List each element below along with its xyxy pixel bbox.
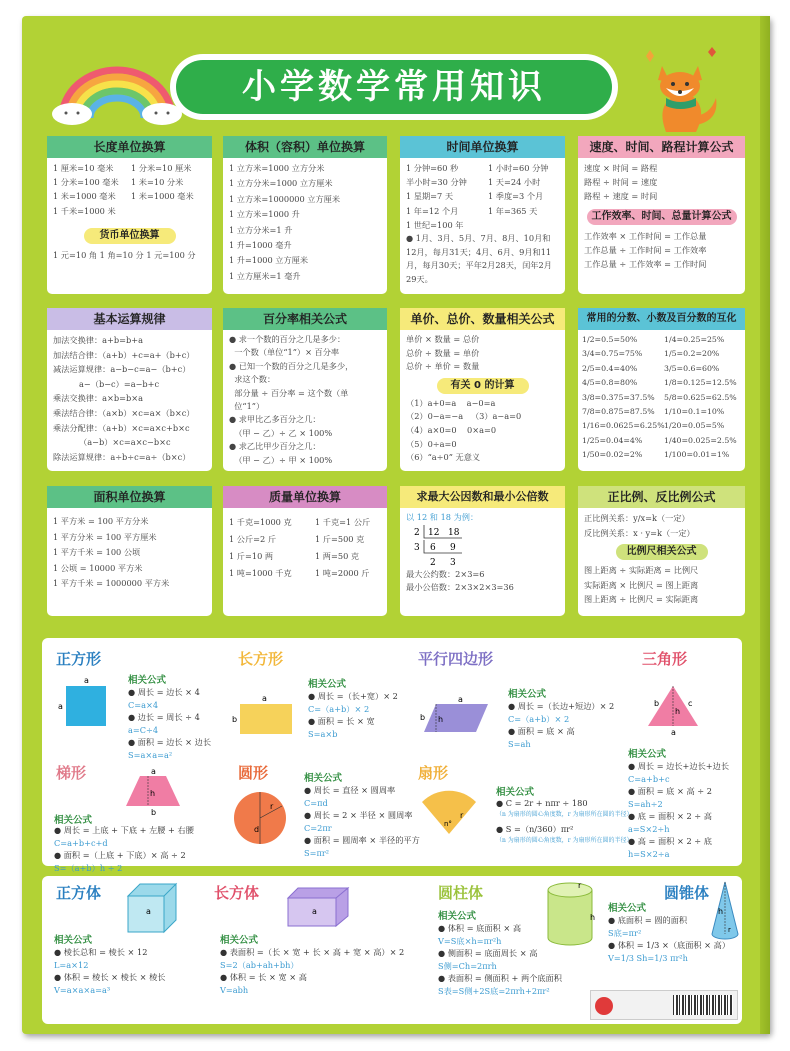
scale-subheading: 比例尺相关公式 — [616, 544, 708, 560]
rect-formula: ● 周长 =（长+宽）× 2 — [308, 691, 398, 701]
trap-label-a: a — [151, 767, 156, 776]
mass-heading: 质量单位换算 — [223, 486, 387, 508]
circle-formula: S=πr² — [304, 847, 330, 858]
trap-label-h: h — [150, 789, 156, 798]
time-cell: 1 世纪=100 年 — [406, 219, 464, 230]
publisher-logo-icon — [595, 997, 613, 1015]
length-card — [47, 136, 212, 294]
div-cell: 18 — [448, 528, 460, 538]
work-line: 工作效率 × 工作时间 = 工作总量 — [584, 230, 707, 241]
cube-formula: ● 棱长总和 = 棱长 × 12 — [54, 947, 148, 957]
para-label-h: h — [438, 715, 444, 724]
length-cell: 1 分米=100 毫米 — [53, 177, 119, 188]
trapezoid-title: 梯形 — [56, 764, 87, 782]
rect-formula: ● 面积 = 长 × 宽 — [308, 716, 375, 726]
cuboid-label-a: a — [312, 907, 317, 916]
volume-line: 1 升=1000 立方厘米 — [229, 255, 309, 266]
circle-formula: ● 周长 = 直径 × 圆周率 — [304, 785, 396, 795]
area-line: 1 公顷 = 10000 平方米 — [53, 562, 143, 573]
length-cell: 1 厘米=10 毫米 — [53, 163, 114, 173]
para-formula: ● 面积 = 底 × 高 — [508, 726, 575, 736]
square-formula: S=a×a=a² — [128, 749, 173, 760]
rectangle-title: 长方形 — [238, 650, 284, 668]
basic-line: 除法运算规律：a÷b÷c=a÷（b×c） — [53, 451, 191, 462]
square-formula-title: 相关公式 — [128, 675, 167, 686]
mass-cell: 1 吨=2000 斤 — [315, 568, 370, 578]
mass-cell: 1 斤=10 两 — [229, 551, 274, 561]
cone-formula: S底=πr² — [608, 927, 642, 938]
cube-formula: V=a×a×a=a³ — [54, 984, 111, 995]
sector-title: 扇形 — [418, 764, 449, 782]
rainbow-icon — [52, 58, 182, 124]
poster-title-banner — [170, 54, 618, 120]
length-cell: 1 米=1000 毫米 — [131, 191, 194, 202]
zero-line: （2）0−a=−a （3）a−a=0 — [406, 411, 522, 422]
gcd-example: 以 12 和 18 为例： — [406, 512, 479, 522]
work-subheading: 工作效率、时间、总量计算公式 — [587, 209, 737, 225]
volume-line: 1 立方米=1000 立方分米 — [229, 163, 325, 173]
percent-line: （甲 − 乙）÷ 乙 × 100% — [229, 427, 333, 438]
cyl-formula: ● 表面积 = 侧面积 + 两个底面积 — [438, 973, 562, 983]
basic-card — [47, 308, 212, 471]
basic-line: 减法运算规律：a−b−c=a−（b+c） — [53, 364, 191, 375]
div-cell: 3 — [450, 558, 456, 568]
length-cell: 1 米=10 分米 — [131, 177, 184, 188]
rect-formula: C=（a+b）× 2 — [308, 703, 370, 714]
div-cell: 12 — [428, 528, 440, 538]
fraction-cell: 1/20=0.05=5% — [664, 421, 725, 431]
square-formula: a=C÷4 — [128, 724, 159, 735]
percent-line: ● 求甲比乙多百分之几： — [229, 414, 321, 425]
tri-formula: C=a+b+c — [628, 773, 670, 784]
length-cell: 1 千米=1000 米 — [53, 205, 116, 216]
cone-label-h: h — [718, 907, 724, 916]
ratio-heading: 正比例、反比例公式 — [578, 486, 745, 508]
sector-formula: ● C = 2r + nπr ÷ 180 — [496, 798, 588, 808]
length-cell: 1 米=1000 毫米 — [53, 191, 116, 202]
fraction-cell: 1/25=0.04=4% — [582, 435, 643, 445]
fraction-cell: 1/5=0.2=20% — [664, 349, 720, 359]
circle-formula: C=πd — [304, 797, 328, 808]
ratio-card — [578, 486, 745, 616]
speed-line: 速度 × 时间 = 路程 — [584, 163, 658, 173]
fraction-cell: 1/4=0.25=25% — [664, 335, 725, 344]
square-title: 正方形 — [56, 650, 102, 668]
solids-panel — [42, 876, 742, 1024]
cuboid-formula: ● 表面积 =（长 × 宽 + 长 × 高 + 宽 × 高）× 2 — [220, 947, 405, 957]
circle-formula: ● 周长 = 2 × 半径 × 圆周率 — [304, 810, 413, 820]
fraction-cell: 2/5=0.4=40% — [582, 363, 638, 373]
zero-line: （4）a×0=0 0×a=0 — [406, 424, 497, 435]
fraction-cell: 1/8=0.125=12.5% — [664, 378, 737, 388]
tri-formula: h=S×2÷a — [628, 848, 670, 859]
div-cell: 2 — [414, 528, 420, 538]
cuboid-formula: S=2（ab+ah+bh） — [220, 959, 299, 970]
sector-figure — [416, 788, 482, 838]
speed-line: 路程 ÷ 时间 = 速度 — [584, 177, 658, 188]
area-card — [47, 486, 212, 616]
square-figure — [56, 676, 116, 736]
length-heading: 长度单位换算 — [47, 136, 212, 158]
tri-formula: ● 面积 = 底 × 高 ÷ 2 — [628, 786, 712, 796]
fraction-cell: 1/100=0.01=1% — [664, 450, 730, 460]
cone-formula: ● 底面积 = 圆的面积 — [608, 915, 688, 925]
time-cell: 半小时=30 分钟 — [406, 177, 467, 188]
poster — [22, 16, 770, 1034]
basic-line: 乘法分配律：（a+b）×c=a×c+b×c — [53, 422, 190, 433]
sector-note: （n 为扇形的圆心角度数，r 为扇形所在圆的半径） — [496, 811, 633, 818]
fox-icon — [636, 46, 726, 136]
cube-label-a: a — [146, 907, 151, 916]
ratio-line: 正比例关系：y/x=k（一定） — [584, 513, 690, 523]
square-label-a: a — [58, 702, 63, 711]
trapezoid-formula-title: 相关公式 — [54, 815, 93, 826]
scale-line: 图上距离 ÷ 比例尺 = 实际距离 — [584, 594, 699, 604]
mass-cell: 1 公斤=2 斤 — [229, 534, 277, 544]
percent-line: ● 求一个数的百分之几是多少： — [229, 334, 346, 344]
cube-figure — [122, 880, 182, 936]
circle-figure — [230, 788, 290, 848]
parallelogram-title: 平行四边形 — [418, 650, 494, 668]
speed-card — [578, 136, 745, 294]
basic-line: 加法交换律：a+b=b+a — [53, 335, 143, 345]
para-label-b: b — [420, 713, 426, 722]
price-line: 总价 ÷ 数量 = 单价 — [406, 347, 480, 358]
time-cell: 1 年=12 个月 — [406, 205, 459, 216]
fraction-cell: 7/8=0.875=87.5% — [582, 407, 655, 417]
area-heading: 面积单位换算 — [47, 486, 212, 508]
volume-card — [223, 136, 387, 294]
scale-line: 实际距离 × 比例尺 = 图上距离 — [584, 579, 699, 590]
fraction-cell: 1/2=0.5=50% — [582, 335, 638, 344]
cuboid-formula: ● 体积 = 长 × 宽 × 高 — [220, 972, 307, 982]
mass-cell: 1 两=50 克 — [315, 551, 360, 561]
area-line: 1 平方米 = 100 平方分米 — [53, 516, 149, 526]
rectangle-formula-title: 相关公式 — [308, 679, 347, 690]
sector-note: （n 为扇形的圆心角度数，r 为扇形所在圆的半径） — [496, 837, 633, 844]
speed-line: 路程 ÷ 速度 = 时间 — [584, 191, 658, 202]
volume-line: 1 立方分米=1 升 — [229, 224, 293, 235]
fraction-card — [578, 308, 745, 471]
time-cell: 1 天=24 小时 — [488, 177, 541, 188]
percent-card — [223, 308, 387, 471]
para-formula: S=ah — [508, 738, 531, 749]
div-cell: 2 — [430, 558, 436, 568]
price-line: 总价 ÷ 单价 = 数量 — [406, 361, 480, 372]
tri-formula: ● 高 = 面积 × 2 ÷ 底 — [628, 836, 712, 846]
scale-line: 图上距离 ÷ 实际距离 = 比例尺 — [584, 565, 699, 575]
area-line: 1 平方分米 = 100 平方厘米 — [53, 531, 157, 542]
basic-line: a−（b−c）=a−b+c — [53, 378, 160, 389]
cyl-formula: S侧=Ch=2πrh — [438, 960, 497, 971]
gcd-heading: 求最大公因数和最小公倍数 — [400, 486, 565, 508]
trapezoid-figure — [118, 766, 188, 816]
fraction-heading: 常用的分数、小数及百分数的互化 — [578, 308, 745, 330]
fraction-cell: 1/10=0.1=10% — [664, 407, 725, 417]
cuboid-title: 长方体 — [214, 884, 260, 902]
rect-label-a: a — [262, 694, 267, 703]
cone-formula: V=1/3 Sh=1/3 πr²h — [608, 952, 688, 963]
sector-formula: ● S =（n/360）πr² — [496, 824, 574, 834]
tri-formula: ● 周长 = 边长+边长+边长 — [628, 761, 730, 771]
cyl-formula: S表=S侧+2S底=2πrh+2πr² — [438, 985, 550, 996]
mass-cell: 1 吨=1000 千克 — [229, 568, 292, 578]
volume-line: 1 立方厘米=1 毫升 — [229, 270, 301, 281]
parallelogram-formula-title: 相关公式 — [508, 689, 547, 700]
percent-line: 部分量 ÷ 百分率 = 这个数（单 — [229, 387, 349, 398]
cyl-label-h: h — [590, 913, 596, 922]
volume-line: 1 立方米=1000 升 — [229, 209, 300, 220]
triangle-title: 三角形 — [642, 650, 688, 668]
fraction-cell: 4/5=0.8=80% — [582, 378, 638, 388]
tri-label-h: h — [675, 707, 681, 716]
cube-formula: ● 体积 = 棱长 × 棱长 × 棱长 — [54, 972, 166, 982]
sector-formula-title: 相关公式 — [496, 787, 535, 798]
lcm-result: 最小公倍数：2×3×2×3=36 — [406, 582, 514, 592]
mass-card — [223, 486, 387, 616]
circle-title: 圆形 — [238, 764, 269, 782]
square-formula: ● 面积 = 边长 × 边长 — [128, 737, 212, 747]
volume-line: 1 立方分米=1000 立方厘米 — [229, 178, 333, 189]
volume-line: 1 立方米=1000000 立方厘米 — [229, 193, 341, 204]
basic-heading: 基本运算规律 — [47, 308, 212, 330]
circle-label-r: r — [270, 802, 274, 811]
cuboid-formula: V=abh — [220, 984, 249, 995]
tri-label-a: a — [671, 728, 676, 737]
trap-formula: S=（a+b）h ÷ 2 — [54, 862, 123, 873]
mass-cell: 1 斤=500 克 — [315, 534, 365, 544]
percent-line: ● 已知一个数的百分之几是多少， — [229, 360, 354, 371]
sector-label-r: r — [460, 811, 464, 820]
tri-formula: a=S×2÷h — [628, 823, 670, 834]
work-line: 工作总量 ÷ 工作时间 = 工作效率 — [584, 244, 707, 255]
circle-formula-title: 相关公式 — [304, 773, 343, 784]
cuboid-formula-title: 相关公式 — [220, 935, 259, 946]
time-cell: 1 季度=3 个月 — [488, 191, 544, 202]
percent-line: ● 求乙比甲少百分之几： — [229, 441, 321, 452]
circle-formula: C=2πr — [304, 822, 332, 833]
div-cell: 3 — [414, 543, 420, 553]
plane-shapes-panel — [42, 638, 742, 873]
cone-formula-title: 相关公式 — [608, 903, 647, 914]
square-formula: C=a×4 — [128, 699, 159, 710]
time-heading: 时间单位换算 — [400, 136, 565, 158]
time-month-note: ● 1月、3月、5月、7月、8月、10月和12月，每月31天；4月、6月、9月和11月，每月30天；平年2月28天，闰年2月29天。 — [406, 233, 552, 284]
rect-label-b: b — [232, 715, 238, 724]
fraction-cell: 3/5=0.6=60% — [664, 363, 720, 373]
cyl-formula: V=S底×h=πr²h — [438, 935, 502, 946]
tri-label-c: c — [688, 699, 693, 708]
publisher-label — [590, 990, 738, 1020]
volume-heading: 体积（容积）单位换算 — [223, 136, 387, 158]
basic-line: 加法结合律：（a+b）+c=a+（b+c） — [53, 349, 195, 360]
percent-line: 位“1”） — [229, 401, 265, 412]
price-card — [400, 308, 565, 471]
gcd-card — [400, 486, 565, 616]
parallelogram-figure — [418, 694, 494, 738]
cone-label-r: r — [728, 926, 731, 934]
area-line: 1 平方千米 = 1000000 平方米 — [53, 578, 170, 588]
area-line: 1 平方千米 = 100 公顷 — [53, 547, 141, 557]
basic-line: 乘法结合律：（a×b）×c=a×（b×c） — [53, 407, 195, 418]
percent-line: 求这个数： — [229, 374, 276, 385]
triangle-formula-title: 相关公式 — [628, 749, 667, 760]
rect-formula: S=a×b — [308, 728, 338, 739]
work-line: 工作总量 ÷ 工作效率 = 工作时间 — [584, 259, 707, 270]
percent-line: （甲 − 乙）÷ 甲 × 100% — [229, 454, 333, 465]
para-label-a: a — [458, 695, 463, 704]
square-formula: ● 周长 = 边长 × 4 — [128, 687, 200, 697]
percent-heading: 百分率相关公式 — [223, 308, 387, 330]
money-line: 1 元=10 角 1 角=10 分 1 元=100 分 — [53, 249, 196, 260]
fraction-cell: 5/8=0.625=62.5% — [664, 392, 737, 402]
poster-title: 小学数学常用知识 — [176, 60, 612, 114]
triangle-figure — [640, 680, 706, 736]
tri-formula: ● 底 = 面积 × 2 ÷ 高 — [628, 811, 712, 821]
cyl-formula: ● 体积 = 底面积 × 高 — [438, 923, 522, 933]
ratio-line: 反比例关系：x · y=k（一定） — [584, 527, 695, 538]
fraction-cell: 3/4=0.75=75% — [582, 349, 643, 359]
cylinder-formula-title: 相关公式 — [438, 911, 477, 922]
trap-formula: ● 面积 =（上底 + 下底）× 高 ÷ 2 — [54, 850, 186, 860]
time-cell: 1 分钟=60 秒 — [406, 163, 459, 173]
price-line: 单价 × 数量 = 总价 — [406, 334, 480, 344]
fraction-cell: 1/16=0.0625=6.25% — [582, 421, 665, 431]
para-formula: ● 周长 =（长边+短边）× 2 — [508, 701, 615, 711]
zero-subheading: 有关 0 的计算 — [437, 378, 529, 394]
money-subheading: 货币单位换算 — [84, 228, 176, 244]
fraction-cell: 1/40=0.025=2.5% — [664, 435, 737, 445]
mass-cell: 1 千克=1000 克 — [229, 517, 292, 527]
mass-cell: 1 千克=1 公斤 — [315, 517, 371, 527]
speed-heading: 速度、时间、路程计算公式 — [578, 136, 745, 158]
cube-formula-title: 相关公式 — [54, 935, 93, 946]
cone-formula: ● 体积 = 1/3 ×（底面积 × 高） — [608, 940, 731, 950]
tri-label-b: b — [654, 699, 660, 708]
zero-line: （1）a+0=a a−0=a — [406, 397, 496, 408]
div-cell: 9 — [450, 543, 456, 553]
price-heading: 单价、总价、数量相关公式 — [400, 308, 565, 330]
trap-label-b: b — [151, 808, 157, 817]
fraction-cell: 1/50=0.02=2% — [582, 450, 643, 460]
time-cell: 1 星期=7 天 — [406, 191, 454, 202]
trap-formula: C=a+b+c+d — [54, 837, 108, 848]
circle-formula: ● 面积 = 圆周率 × 半径的平方 — [304, 835, 420, 845]
zero-line: （5）0÷a=0 — [406, 438, 457, 449]
basic-line: （a−b）×c=a×c−b×c — [53, 437, 171, 448]
volume-line: 1 升=1000 毫升 — [229, 240, 292, 251]
cylinder-title: 圆柱体 — [438, 884, 484, 902]
cube-formula: L=a×12 — [54, 959, 89, 970]
rectangle-figure — [232, 694, 298, 738]
cyl-label-r: r — [578, 881, 582, 890]
sector-label-n: n° — [444, 820, 452, 828]
zero-line: （6）“a÷0” 无意义 — [406, 452, 481, 463]
percent-line: 一个数（单位“1”）× 百分率 — [229, 347, 340, 358]
basic-line: 乘法交换律：a×b=b×a — [53, 393, 143, 404]
length-cell: 1 分米=10 厘米 — [131, 163, 192, 173]
cuboid-figure — [282, 884, 354, 930]
gcd-result: 最大公约数：2×3=6 — [406, 569, 485, 579]
div-cell: 6 — [430, 543, 436, 553]
time-card — [400, 136, 565, 294]
barcode-icon — [673, 995, 733, 1015]
cube-title: 正方体 — [56, 884, 102, 902]
trap-formula: ● 周长 = 上底 + 下底 + 左腰 + 右腰 — [54, 825, 194, 835]
square-formula: ● 边长 = 周长 ÷ 4 — [128, 712, 200, 722]
square-label-a: a — [84, 676, 89, 685]
fraction-cell: 3/8=0.375=37.5% — [582, 392, 655, 402]
time-cell: 1 小时=60 分钟 — [488, 163, 549, 173]
circle-label-d: d — [254, 825, 260, 834]
time-cell: 1 年=365 天 — [488, 205, 538, 216]
tri-formula: S=ah÷2 — [628, 798, 663, 809]
short-division-diagram — [412, 524, 472, 568]
para-formula: C=（a+b）× 2 — [508, 713, 570, 724]
cone-title: 圆锥体 — [664, 884, 710, 902]
cyl-formula: ● 侧面积 = 底面周长 × 高 — [438, 948, 538, 958]
